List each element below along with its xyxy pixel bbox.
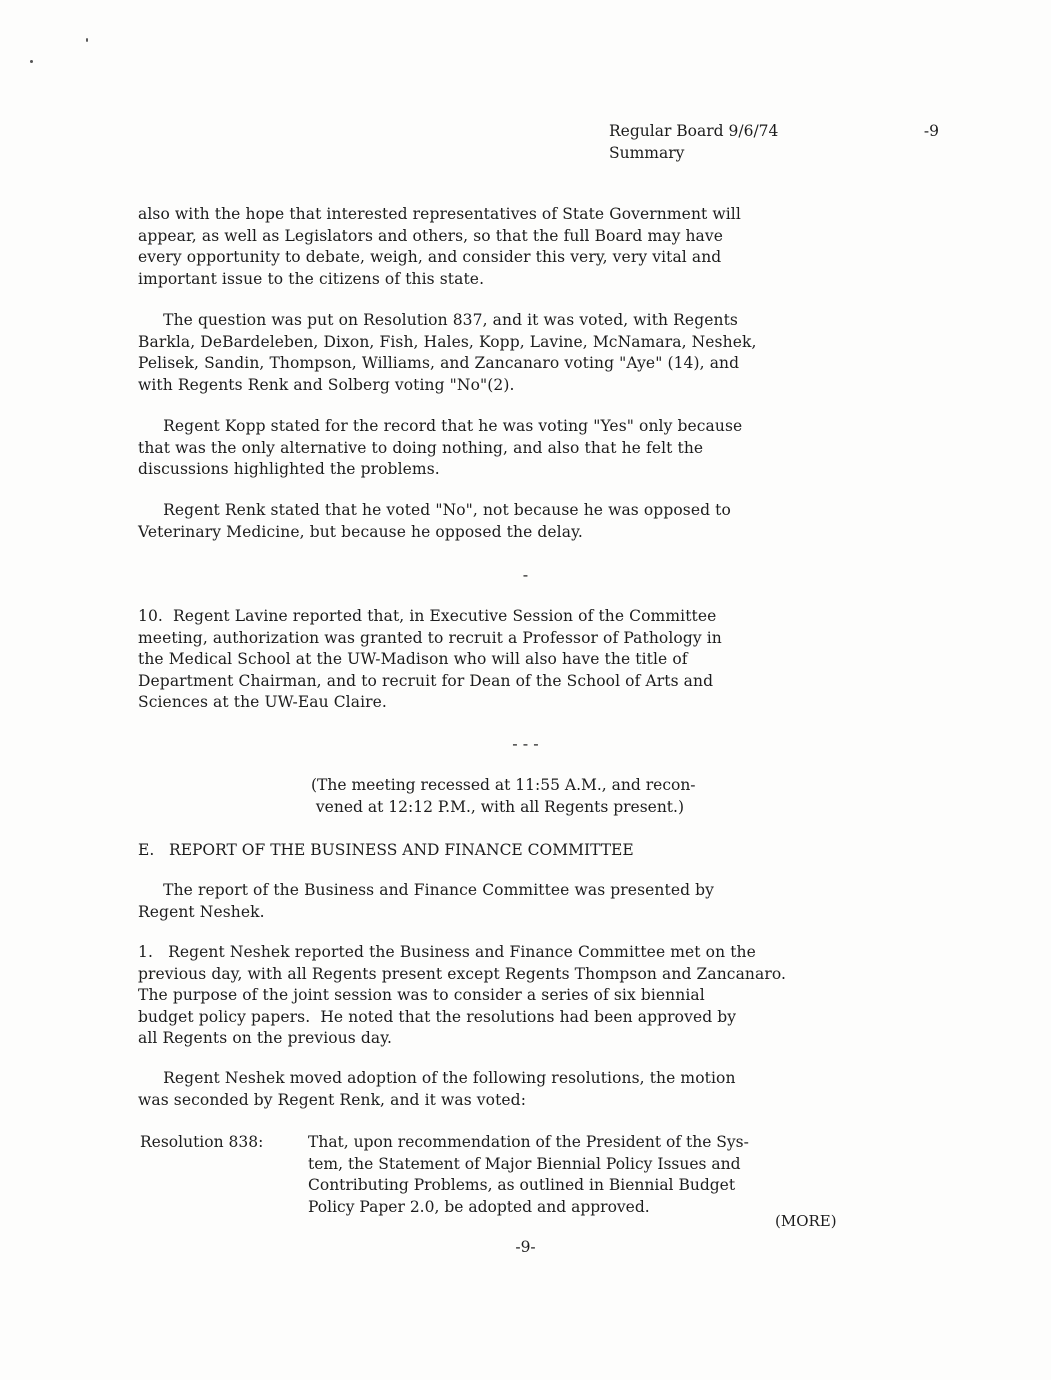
scan-speck — [86, 38, 88, 42]
header-page-ref: -9 — [923, 122, 939, 140]
resolution-label: Resolution 838: — [140, 1133, 264, 1151]
paragraph-motion: Regent Neshek moved adoption of the following resolutions, the motion was seconded by Regent Renk, and it was voted: — [138, 1069, 736, 1109]
header-title: Regular Board 9/6/74 — [609, 122, 779, 140]
paragraph-renk-statement: Regent Renk stated that he voted "No", not because he was opposed to Veterinary Medicine, but because he opposed the delay. — [138, 501, 731, 541]
paragraph-vote-resolution-837: The question was put on Resolution 837, and it was voted, with Regents Barkla, DeBardeleben, Dixon, Fish, Hales, Kopp, Lavine, McNamara, Neshek, Pelisek, Sandin, Thompson, Williams, and Zancanaro voting "Aye" (14), and with Regents Renk and Solberg voting "No"(2). — [138, 311, 757, 394]
paragraph-continuation: also with the hope that interested representatives of State Government will appear, as well as Legislators and others, so that the full Board may have every opportunity to debate, weigh, and consider this very, very vital and important issue to the citizens of this state. — [138, 205, 741, 288]
paragraph-item-1: 1. Regent Neshek reported the Business and Finance Committee met on the previous day, with all Regents present except Regents Thompson and Zancanaro. The purpose of the joint session was to consider a series of six biennial budget policy papers. He noted that the resolutions had been approved by all Regents on the previous day. — [138, 943, 787, 1047]
header-subtitle: Summary — [609, 144, 685, 162]
paragraph-report-intro: The report of the Business and Finance Committee was presented by Regent Neshek. — [138, 881, 715, 921]
paragraph-item-10: 10. Regent Lavine reported that, in Executive Session of the Committee meeting, authorization was granted to recruit a Professor of Pathology in the Medical School at the UW-Madison who will also have the title of Department Chairman, and to recruit for Dean of the School of Arts and Sciences at the UW-Eau Claire. — [138, 607, 722, 711]
recess-note: (The meeting recessed at 11:55 A.M., and recon- vened at 12:12 P.M., with all Regents present.) — [311, 776, 696, 816]
page-number: -9- — [515, 1238, 536, 1256]
resolution-text: That, upon recommendation of the President of the Sys- tem, the Statement of Major Biennial Policy Issues and Contributing Problems, as outlined in Biennial Budget Policy Paper 2.0, be adopted and approved. — [308, 1133, 749, 1216]
more-marker: (MORE) — [775, 1212, 837, 1230]
separator-dashes: - - - — [512, 734, 539, 753]
document-header — [609, 120, 939, 164]
paragraph-kopp-statement: Regent Kopp stated for the record that he was voting "Yes" only because that was the only alternative to doing nothing, and also that he felt the discussions highlighted the problems. — [138, 417, 743, 478]
resolution-838 — [140, 1132, 900, 1218]
scan-speck — [30, 60, 33, 63]
section-heading-e: E. REPORT OF THE BUSINESS AND FINANCE COMMITTEE — [138, 841, 634, 859]
separator-dash: - — [522, 565, 529, 584]
